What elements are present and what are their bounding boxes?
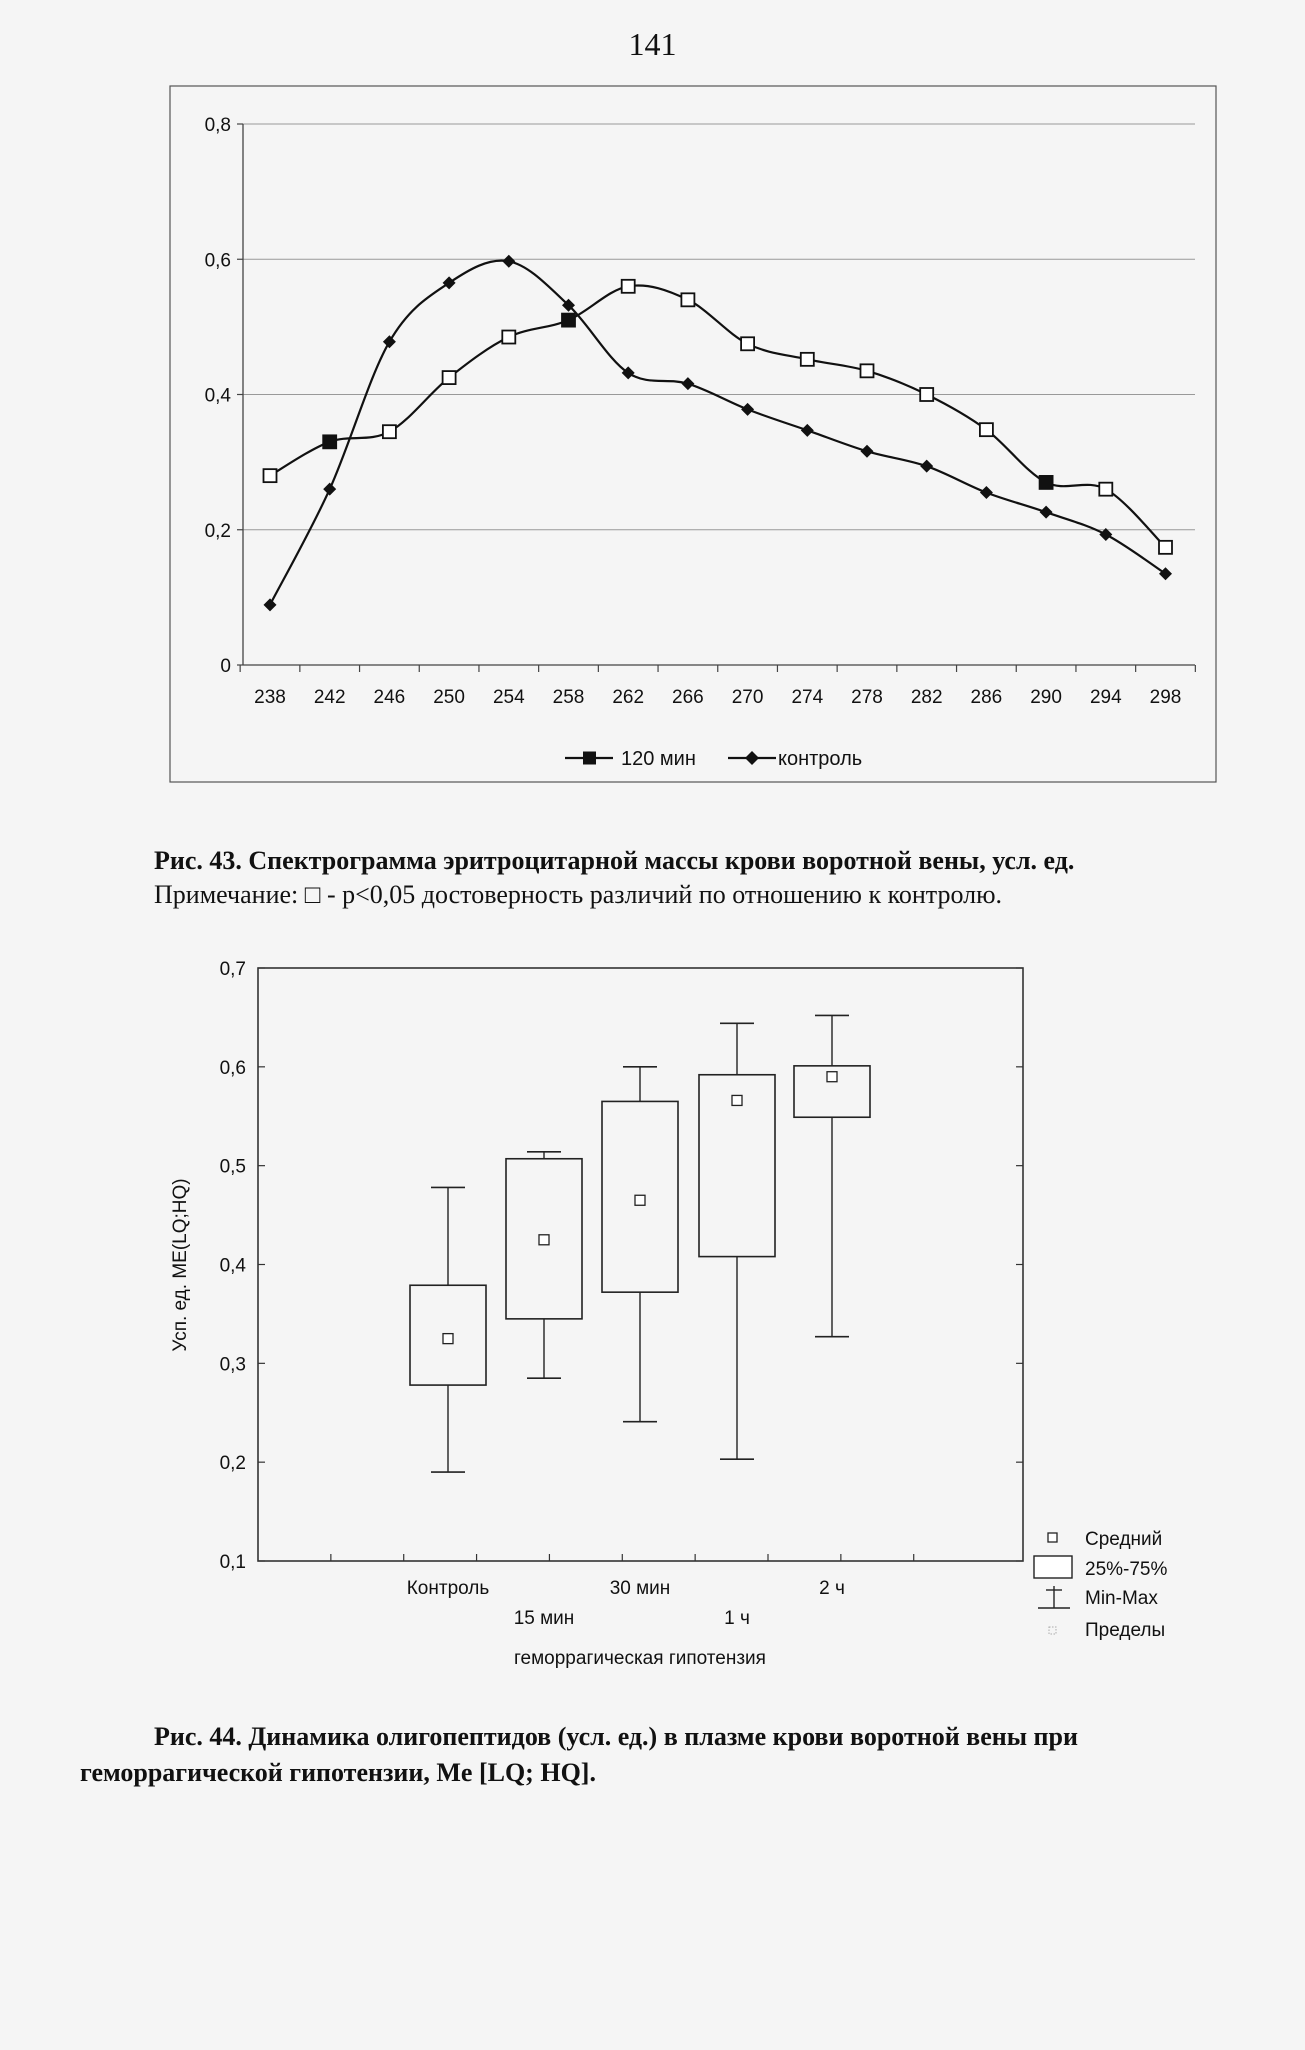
legend-120min-label: 120 мин (621, 748, 696, 770)
category-label: 30 мин (609, 1578, 671, 1599)
legend-control-label: контроль (778, 748, 863, 770)
page-number: 141 (628, 26, 677, 62)
x-tick-label: 242 (313, 687, 346, 708)
x-tick-label: 290 (1030, 687, 1062, 708)
x-axis-label: геморрагическая гипотензия (514, 1648, 766, 1669)
x-tick-label: 282 (910, 687, 943, 708)
category-label: 1 ч (724, 1608, 750, 1629)
category-label: 15 мин (513, 1608, 575, 1629)
legend-minmax-label: Min-Max (1085, 1588, 1158, 1609)
x-tick-label: 258 (552, 687, 585, 708)
category-label: 2 ч (819, 1578, 845, 1599)
category-label: Контроль (406, 1578, 490, 1599)
x-tick-label: 254 (492, 687, 525, 708)
mean-marker (443, 1334, 453, 1344)
mean-marker (539, 1235, 549, 1245)
x-tick-label: 298 (1149, 687, 1182, 708)
figure-44-title-line2: геморрагической гипотензии, Me [LQ; HQ]. (80, 1758, 596, 1787)
y-tick-label: 0,8 (204, 115, 231, 136)
y-tick-label: 0,3 (219, 1354, 246, 1376)
y-tick-label: 0,5 (219, 1156, 246, 1178)
figure-43-title: Рис. 43. Спектрограмма эритроцитарной массы крови воротной вены, усл. ед. (154, 846, 1075, 875)
y-tick-label: 0,1 (219, 1552, 246, 1573)
x-tick-label: 278 (851, 687, 883, 708)
x-tick-label: 270 (731, 687, 764, 708)
mean-marker (732, 1095, 742, 1105)
y-tick-label: 0,7 (219, 959, 246, 980)
figure-43-note: Примечание: □ - р<0,05 достоверность различий по отношению к контролю. (154, 880, 1003, 909)
x-tick-label: 266 (672, 687, 704, 708)
x-tick-label: 262 (612, 687, 645, 708)
x-tick-label: 286 (970, 687, 1003, 708)
mean-marker (827, 1072, 837, 1082)
y-tick-label: 0 (220, 656, 231, 677)
legend-mean-label: Средний (1085, 1529, 1163, 1550)
legend-iqr-label: 25%-75% (1085, 1559, 1168, 1580)
y-tick-label: 0,4 (204, 385, 231, 407)
x-tick-label: 238 (254, 687, 286, 708)
x-tick-label: 294 (1089, 687, 1122, 708)
legend-mean-marker (1048, 1533, 1057, 1542)
x-tick-label: 250 (433, 687, 465, 708)
y-tick-label: 0,4 (219, 1255, 246, 1277)
y-tick-label: 0,6 (219, 1057, 246, 1079)
mean-marker (635, 1195, 645, 1205)
legend-iqr-box (1034, 1556, 1072, 1578)
x-tick-label: 246 (373, 687, 406, 708)
x-tick-label: 274 (791, 687, 824, 708)
y-axis-label: Усп. ед. ME(LQ;HQ) (170, 1178, 191, 1352)
y-tick-label: 0,6 (204, 250, 231, 272)
legend-limits-marker (1049, 1627, 1056, 1634)
legend-limits-label: Пределы (1085, 1620, 1166, 1641)
y-tick-label: 0,2 (219, 1453, 246, 1475)
figure-44-title-line1: Рис. 44. Динамика олигопептидов (усл. ед.) в плазме крови воротной вены при (154, 1722, 1078, 1751)
y-tick-label: 0,2 (204, 520, 231, 542)
